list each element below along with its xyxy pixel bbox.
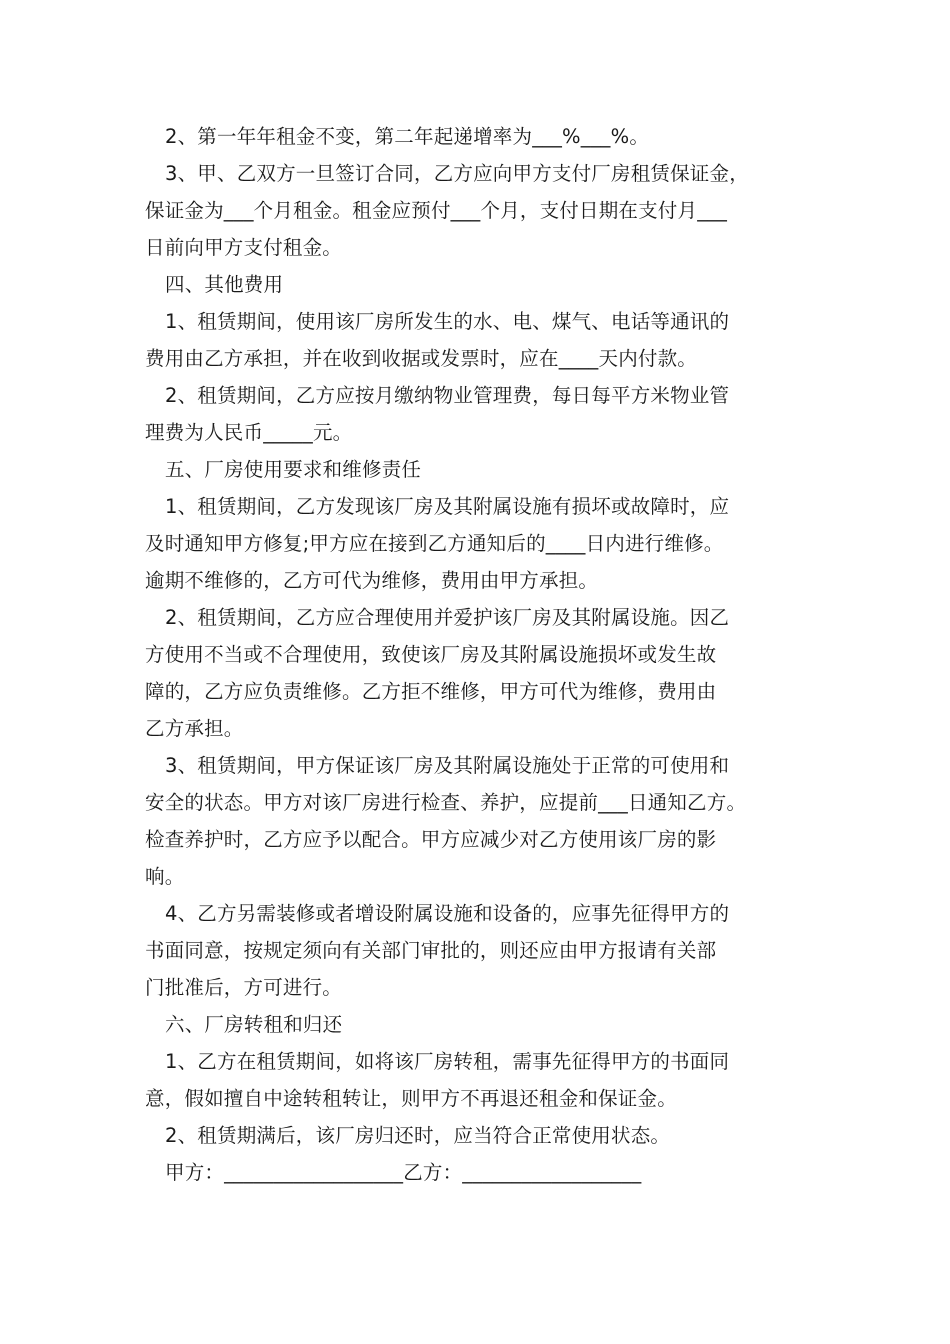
paragraph-line: 1、租赁期间，乙方发现该厂房及其附属设施有损坏或故障时，应 (165, 495, 730, 518)
paragraph-line: 响。 (145, 865, 185, 888)
paragraph-line: 书面同意，按规定须向有关部门审批的，则还应由甲方报请有关部 (145, 939, 717, 962)
paragraph-line: 费用由乙方承担，并在收到收据或发票时，应在____天内付款。 (145, 347, 698, 370)
paragraph-line: 逾期不维修的，乙方可代为维修，费用由甲方承担。 (145, 569, 599, 592)
paragraph-line: 2、租赁期间，乙方应按月缴纳物业管理费，每日每平方米物业管 (165, 384, 730, 407)
paragraph-line: 及时通知甲方修复;甲方应在接到乙方通知后的____日内进行维修。 (145, 532, 724, 555)
paragraph-line: 1、乙方在租赁期间，如将该厂房转租，需事先征得甲方的书面同 (165, 1050, 730, 1073)
section-heading: 四、其他费用 (165, 273, 284, 296)
paragraph-line: 4、乙方另需装修或者增设附属设施和设备的，应事先征得甲方的 (165, 902, 730, 925)
paragraph-line: 2、租赁期满后，该厂房归还时，应当符合正常使用状态。 (165, 1124, 671, 1147)
paragraph-line: 日前向甲方支付租金。 (145, 236, 343, 259)
paragraph-line: 方使用不当或不合理使用，致使该厂房及其附属设施损坏或发生故 (145, 643, 717, 666)
paragraph-line: 门批准后，方可进行。 (145, 976, 343, 999)
paragraph-line: 乙方承担。 (145, 717, 244, 740)
paragraph-line: 理费为人民币_____元。 (145, 421, 353, 444)
paragraph-line: 保证金为___个月租金。租金应预付___个月，支付日期在支付月___ (145, 199, 728, 222)
paragraph-line: 安全的状态。甲方对该厂房进行检查、养护，应提前___日通知乙方。 (145, 791, 747, 814)
paragraph-line: 2、第一年年租金不变，第二年起递增率为___%___%。 (165, 125, 650, 148)
paragraph-line: 检查养护时，乙方应予以配合。甲方应减少对乙方使用该厂房的影 (145, 828, 717, 851)
paragraph-line: 3、甲、乙双方一旦签订合同，乙方应向甲方支付厂房租赁保证金， (165, 162, 749, 185)
paragraph-line: 3、租赁期间，甲方保证该厂房及其附属设施处于正常的可使用和 (165, 754, 730, 777)
section-heading: 六、厂房转租和归还 (165, 1013, 343, 1036)
signature-line: 甲方：__________________乙方：__________________ (165, 1161, 642, 1184)
paragraph-line: 障的，乙方应负责维修。乙方拒不维修，甲方可代为维修，费用由 (145, 680, 717, 703)
paragraph-line: 意，假如擅自中途转租转让，则甲方不再退还租金和保证金。 (145, 1087, 677, 1110)
paragraph-line: 1、租赁期间，使用该厂房所发生的水、电、煤气、电话等通讯的 (165, 310, 730, 333)
document-body (145, 118, 835, 1191)
section-heading: 五、厂房使用要求和维修责任 (165, 458, 422, 481)
paragraph-line: 2、租赁期间，乙方应合理使用并爱护该厂房及其附属设施。因乙 (165, 606, 730, 629)
